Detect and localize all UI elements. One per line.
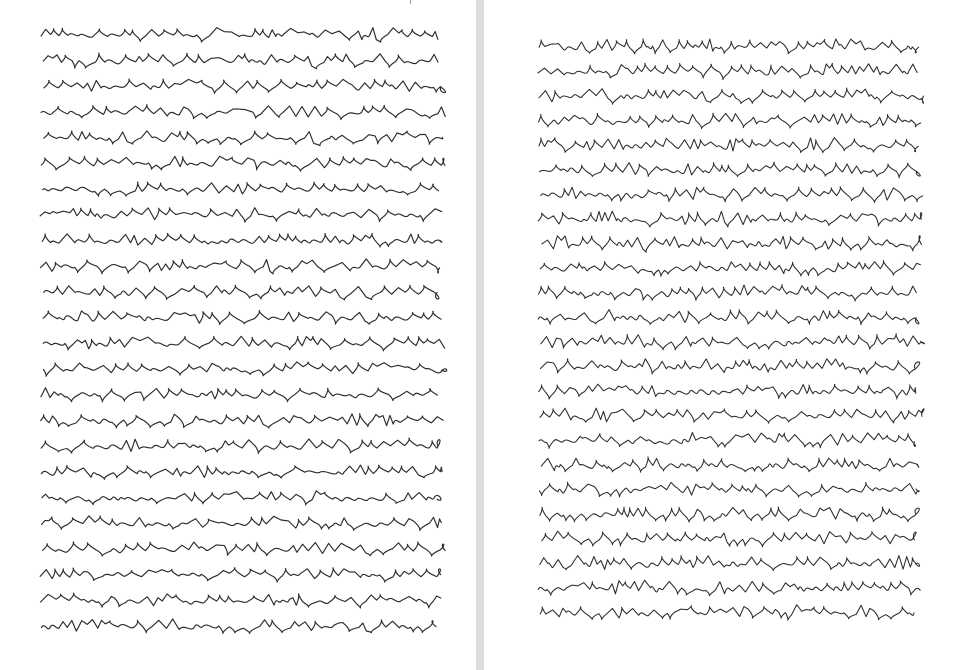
scribble-line [541, 359, 920, 374]
scribble-line [539, 138, 918, 153]
scribble-line [43, 311, 441, 325]
scribble-line [542, 531, 916, 547]
scribble-line [43, 53, 438, 69]
scribble-line [44, 131, 443, 146]
scribble-line [538, 580, 920, 596]
scribble-line [43, 182, 439, 196]
scribble-line [541, 457, 919, 472]
scribble-line [541, 187, 923, 203]
scribble-line [41, 388, 438, 402]
scribble-line [40, 259, 439, 274]
scribble-line [538, 63, 917, 79]
left-page [0, 0, 476, 670]
left-handwriting-block [0, 0, 476, 670]
scribble-line [43, 336, 444, 351]
scribble-line [44, 285, 439, 300]
scribble-line [541, 334, 924, 350]
scribble-line [41, 156, 445, 171]
scribble-line [540, 408, 924, 423]
scribble-line [42, 516, 442, 531]
scribble-line [41, 593, 441, 608]
scribble-line [42, 491, 441, 505]
scribble-line [540, 605, 914, 621]
scribble-line [540, 507, 919, 522]
scribble-line [539, 384, 916, 399]
scribble-line [41, 438, 440, 453]
scribble-line [42, 233, 442, 247]
scribble-line [538, 211, 922, 227]
scribble-line [41, 28, 438, 43]
scribble-line [540, 556, 920, 571]
scribble-line [540, 261, 920, 277]
scribble-line [539, 285, 917, 301]
right-handwriting-block [484, 0, 960, 670]
scribble-line [539, 433, 915, 449]
scribble-line [539, 39, 919, 54]
scribble-line [540, 162, 921, 178]
scribble-line [41, 465, 442, 479]
scribble-line [542, 236, 922, 253]
scribble-line [44, 362, 447, 376]
scribble-line [41, 414, 444, 428]
right-page [484, 0, 960, 670]
scribble-line [539, 113, 921, 128]
scribble-line [40, 208, 442, 223]
scribble-line [41, 105, 445, 120]
scribble-line [539, 88, 924, 104]
scribble-line [538, 310, 919, 325]
scribble-line [44, 79, 446, 93]
page-gutter [476, 0, 484, 670]
scribble-line [41, 619, 436, 634]
scribble-line [40, 568, 441, 582]
scribble-line [43, 542, 446, 556]
scribble-line [539, 482, 919, 497]
